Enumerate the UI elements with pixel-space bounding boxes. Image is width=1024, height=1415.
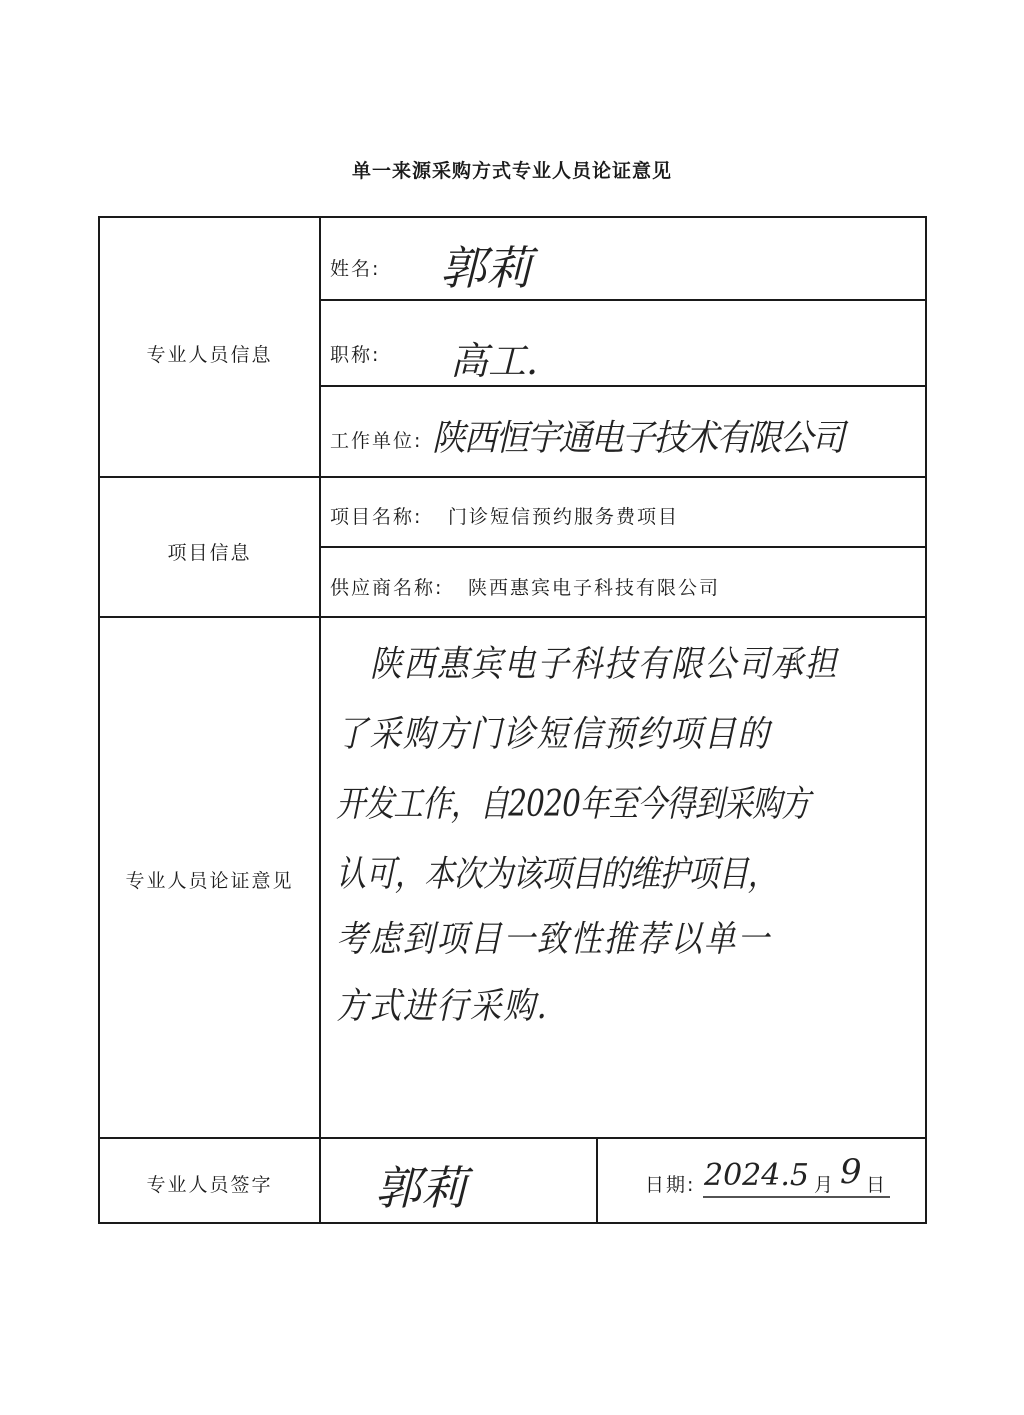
opinion-line-2: 了采购方门诊短信预约项目的	[336, 714, 771, 755]
document-title: 单一来源采购方式专业人员论证意见	[351, 160, 672, 182]
project-name-label: 项目名称:	[330, 506, 423, 528]
date-day-label: 日	[866, 1174, 888, 1196]
title-label: 职称:	[330, 344, 381, 366]
section-opinion: 专业人员论证意见	[125, 870, 294, 892]
section-project-info: 项目信息	[167, 542, 252, 564]
project-name-value: 门诊短信预约服务费项目	[448, 506, 680, 528]
section-professional-info: 专业人员信息	[146, 344, 273, 366]
opinion-line-5: 考虑到项目一致性推荐以单一	[336, 919, 771, 960]
date-day-handwritten: 9	[840, 1152, 862, 1192]
title-handwritten: 高工.	[450, 339, 539, 383]
opinion-line-6: 方式进行采购.	[336, 986, 549, 1027]
opinion-line-3: 开发工作，自2020年至今得到采购方	[336, 784, 810, 825]
date-month-label: 月	[814, 1174, 836, 1196]
date-year-handwritten: 2024.5	[704, 1158, 809, 1193]
employer-handwritten: 陕西恒宇通电子技术有限公司	[432, 418, 844, 459]
supplier-label: 供应商名称:	[330, 577, 444, 599]
signature-handwritten: 郭莉	[375, 1161, 467, 1215]
section-signature: 专业人员签字	[146, 1174, 273, 1196]
name-label: 姓名:	[330, 258, 381, 280]
supplier-value: 陕西惠宾电子科技有限公司	[468, 577, 721, 599]
employer-label: 工作单位:	[330, 430, 423, 452]
name-handwritten: 郭莉	[440, 241, 532, 295]
date-label: 日期:	[645, 1174, 696, 1196]
opinion-line-4: 认可，本次为该项目的维护项目，	[336, 854, 778, 895]
opinion-line-1: 陕西惠宾电子科技有限公司承担	[370, 644, 839, 685]
